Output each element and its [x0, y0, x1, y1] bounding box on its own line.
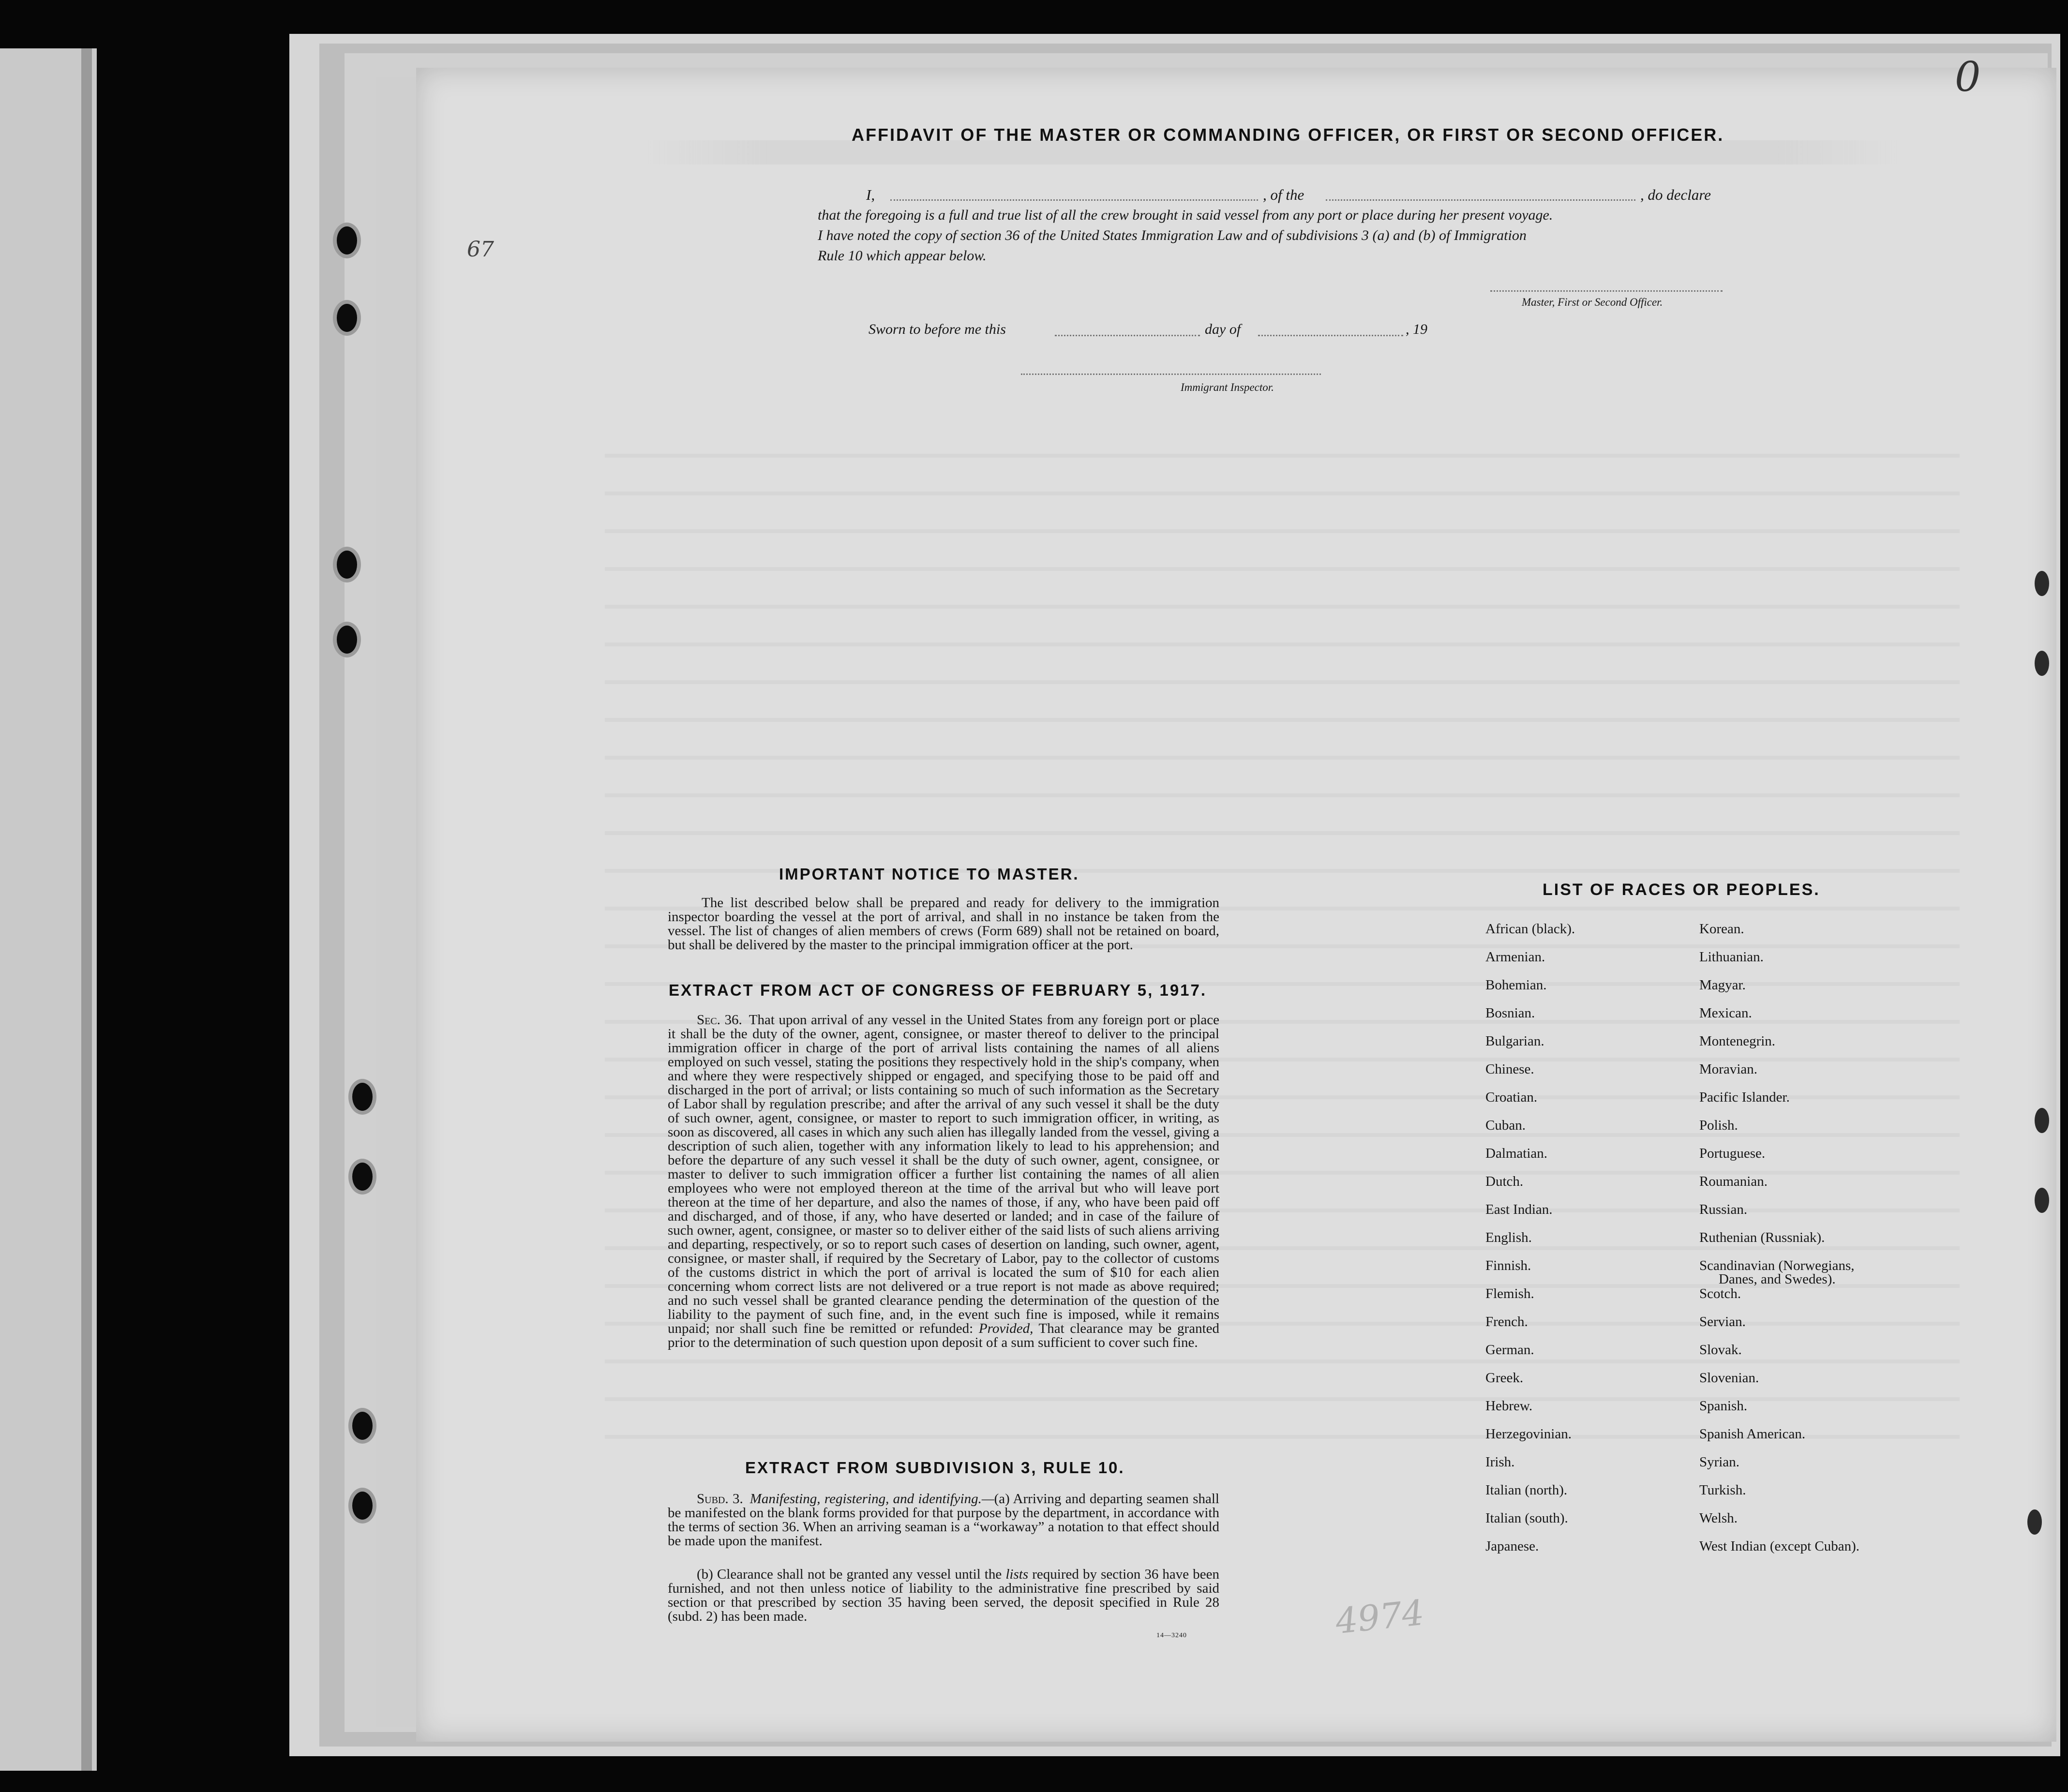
- sworn-text: Sworn to before me this: [869, 321, 1006, 337]
- binder-hole: [348, 1159, 376, 1195]
- race-item: Chinese.: [1485, 1061, 1534, 1077]
- binder-hole: [348, 1488, 376, 1523]
- binder-hole: [333, 547, 361, 582]
- race-item: Lithuanian.: [1699, 949, 1764, 965]
- race-item: Japanese.: [1485, 1538, 1539, 1554]
- race-item: Moravian.: [1699, 1061, 1757, 1077]
- race-item: Turkish.: [1699, 1482, 1746, 1498]
- para-b-end: required by section 36 have been furnished, and not then unless notice of liability to the administrative fine prescribed by said section or that prescribed by section 35 having been served, the deposit specified in Rule 28 (subd. 2) has been made.: [668, 1567, 1220, 1624]
- affidavit-i: I,: [866, 186, 875, 203]
- race-item: German.: [1485, 1342, 1534, 1358]
- race-item: Ruthenian (Russniak).: [1699, 1230, 1825, 1245]
- binder-hole: [333, 300, 361, 336]
- binder-hole: [2035, 1108, 2049, 1133]
- para-a-text: (a) Arriving and departing seamen shall be manifested on the blank forms provided for that purpose by the department, in accordance with the terms of section 36. When an arriving seaman is a “workaway” a notation to that effect should be made upon the manifest.: [668, 1491, 1219, 1549]
- race-item: Hebrew.: [1485, 1398, 1533, 1414]
- binder-hole: [333, 223, 361, 258]
- race-item: English.: [1485, 1230, 1532, 1245]
- binder-hole: [333, 622, 361, 657]
- race-item: Cuban.: [1485, 1118, 1526, 1133]
- race-item: Slovenian.: [1699, 1370, 1759, 1386]
- race-item: East Indian.: [1485, 1202, 1553, 1217]
- day-of: day of: [1205, 321, 1241, 337]
- notice-body: The list described below shall be prepared and ready for delivery to the immigration inspector boarding the vessel at the port of arrival, and shall in no instance be taken from the vessel. The list of changes of alien members of crews (Form 689) shall not be retained on board, but shall be delivered by the master to the principal immigration officer at the port.: [668, 895, 1219, 953]
- section-label: Sec. 36.: [697, 1012, 742, 1028]
- subd-label: Subd. 3.: [697, 1491, 743, 1507]
- affidavit-declare: , do declare: [1640, 186, 1711, 203]
- binder-hole: [2035, 651, 2049, 676]
- race-item: Welsh.: [1699, 1510, 1738, 1526]
- race-item: Italian (south).: [1485, 1510, 1568, 1526]
- race-item: Armenian.: [1485, 949, 1545, 965]
- race-item: Greek.: [1485, 1370, 1524, 1386]
- race-item: Bulgarian.: [1485, 1033, 1544, 1049]
- binder-hole: [2027, 1509, 2042, 1535]
- adjacent-page-edge: [81, 48, 92, 1771]
- race-item: French.: [1485, 1314, 1528, 1329]
- race-item: Mexican.: [1699, 1005, 1752, 1021]
- margin-mark: 67: [467, 237, 494, 262]
- race-item: Pacific Islander.: [1699, 1090, 1790, 1105]
- extract-act-text: That upon arrival of any vessel in the United States from any foreign port or place it shall be the duty of the owner, agent, consignee, or master thereof to deliver to the principal immigration officer in charge of the port of arrival lists containing the names of all aliens employed on such vessel, stating the positions they respectively hold in the ship's company, when and where they were respectively shipped or engaged, and specifying those to be paid off and discharged in the port of arrival; or lists containing so much of such information as the Secretary of Labor shall by regulation prescribe; and after the arrival of any such vessel it shall be the duty of such owner, agent, consignee, or master to report to such immigration officer, in writing, as soon as discovered, all cases in which any such alien has illegally landed from the vessel, giving a description of such alien, together with any information likely to lead to his apprehension; and before the departure of any such vessel it shall be the duty of such owner, agent, consignee, or master to deliver to such immigration officer a further list containing the names of all alien employees who were not employed thereon at the time of the arrival but who will leave port thereon at the time of her departure, and also the names of those, if any, who have been paid off and discharged, and of those, if any, who have deserted or landed; and in case of the failure of such owner, agent, consignee, or master so to deliver either of the said lists of such aliens arriving and departing, respectively, or so to report such cases of desertion on landing, such owner, agent, consignee, or master shall, if required by the Secretary of Labor, pay to the collector of customs of the customs district in which the port of arrival is located the sum of $10 for each alien concerning whom correct lists are not delivered or a true report is not made as above required; and no such vessel shall be granted clearance pending the determination of the question of the liability to the payment of such fine, and, in the event such fine is imposed, while it remains unpaid; nor shall such fine be remitted or refunded:: [668, 1012, 1220, 1336]
- para-b-start: (b) Clearance shall not be granted any vessel until the: [697, 1567, 1002, 1582]
- race-item: Bosnian.: [1485, 1005, 1535, 1021]
- race-item: West Indian (except Cuban).: [1699, 1538, 1860, 1554]
- rule-para-a: [668, 1492, 1219, 1548]
- affidavit-title: AFFIDAVIT OF THE MASTER OR COMMANDING OFFICER, OR FIRST OR SECOND OFFICER.: [852, 125, 1724, 145]
- race-item: Magyar.: [1699, 977, 1746, 993]
- race-item: Slovak.: [1699, 1342, 1742, 1358]
- race-item: Dutch.: [1485, 1174, 1524, 1189]
- races-title: LIST OF RACES OR PEOPLES.: [1543, 881, 1820, 899]
- day-blank[interactable]: [1055, 335, 1200, 336]
- race-item: Spanish.: [1699, 1398, 1748, 1414]
- extract-rule-title: EXTRACT FROM SUBDIVISION 3, RULE 10.: [745, 1459, 1125, 1477]
- race-item-continuation: Danes, and Swedes).: [1719, 1271, 1836, 1287]
- race-item: Roumanian.: [1699, 1174, 1768, 1189]
- race-item: Spanish American.: [1699, 1426, 1806, 1442]
- form-number: 14—3240: [1156, 1632, 1187, 1639]
- race-item: Portuguese.: [1699, 1146, 1766, 1161]
- extract-act-title: EXTRACT FROM ACT OF CONGRESS OF FEBRUARY 5, 1917.: [669, 981, 1207, 999]
- race-item: Scotch.: [1699, 1286, 1741, 1301]
- race-item: Servian.: [1699, 1314, 1746, 1329]
- para-b-lists: lists: [1005, 1567, 1029, 1582]
- inspector-label: Immigrant Inspector.: [1181, 381, 1274, 393]
- race-item: Russian.: [1699, 1202, 1748, 1217]
- race-item: Korean.: [1699, 921, 1744, 937]
- affidavit-line-2: that the foregoing is a full and true list of all the crew brought in said vessel from any port or place during her present voyage.: [818, 207, 1553, 223]
- pencil-note: 4974: [1334, 1592, 1426, 1642]
- binder-hole: [348, 1079, 376, 1115]
- race-item: Dalmatian.: [1485, 1146, 1548, 1161]
- year-prefix: , 19: [1406, 321, 1427, 337]
- race-item: Syrian.: [1699, 1454, 1739, 1470]
- rule-para-b: [668, 1568, 1219, 1624]
- vessel-blank[interactable]: [1326, 199, 1635, 201]
- binder-hole: [2035, 1188, 2049, 1213]
- extract-act-tail: That clearance may be granted prior to the determination of such question upon deposit of a sum sufficient to cover such fine.: [668, 1321, 1219, 1350]
- race-item: Bohemian.: [1485, 977, 1547, 993]
- inspector-signature-blank[interactable]: [1021, 373, 1321, 375]
- signature-blank[interactable]: [1490, 290, 1723, 292]
- race-item: Irish.: [1485, 1454, 1515, 1470]
- affidavit-line-3: I have noted the copy of section 36 of the United States Immigration Law and of subdivisions 3 (a) and (b) of Immigration: [818, 227, 1527, 243]
- corner-mark: 0: [1955, 53, 1981, 101]
- signature-label: Master, First or Second Officer.: [1522, 296, 1663, 308]
- race-item: Italian (north).: [1485, 1482, 1568, 1498]
- affidavit-of-the: , of the: [1263, 186, 1304, 203]
- race-item: Herzegovinian.: [1485, 1426, 1572, 1442]
- extract-act-body: [668, 1013, 1219, 1350]
- month-blank[interactable]: [1258, 335, 1403, 336]
- race-item: Scandinavian (Norwegians,: [1699, 1258, 1855, 1273]
- affidavit-line-4: Rule 10 which appear below.: [818, 248, 987, 264]
- name-blank[interactable]: [890, 199, 1258, 201]
- provided-word: Provided,: [978, 1321, 1034, 1336]
- race-item: Polish.: [1699, 1118, 1738, 1133]
- race-item: Finnish.: [1485, 1258, 1531, 1273]
- binder-hole: [348, 1408, 376, 1444]
- race-item: Croatian.: [1485, 1090, 1538, 1105]
- race-item: Montenegrin.: [1699, 1033, 1776, 1049]
- race-item: African (black).: [1485, 921, 1575, 937]
- race-item: Flemish.: [1485, 1286, 1534, 1301]
- subd-italic: Manifesting, registering, and identifying.—: [749, 1491, 994, 1507]
- notice-title: IMPORTANT NOTICE TO MASTER.: [779, 865, 1079, 883]
- binder-hole: [2035, 571, 2049, 596]
